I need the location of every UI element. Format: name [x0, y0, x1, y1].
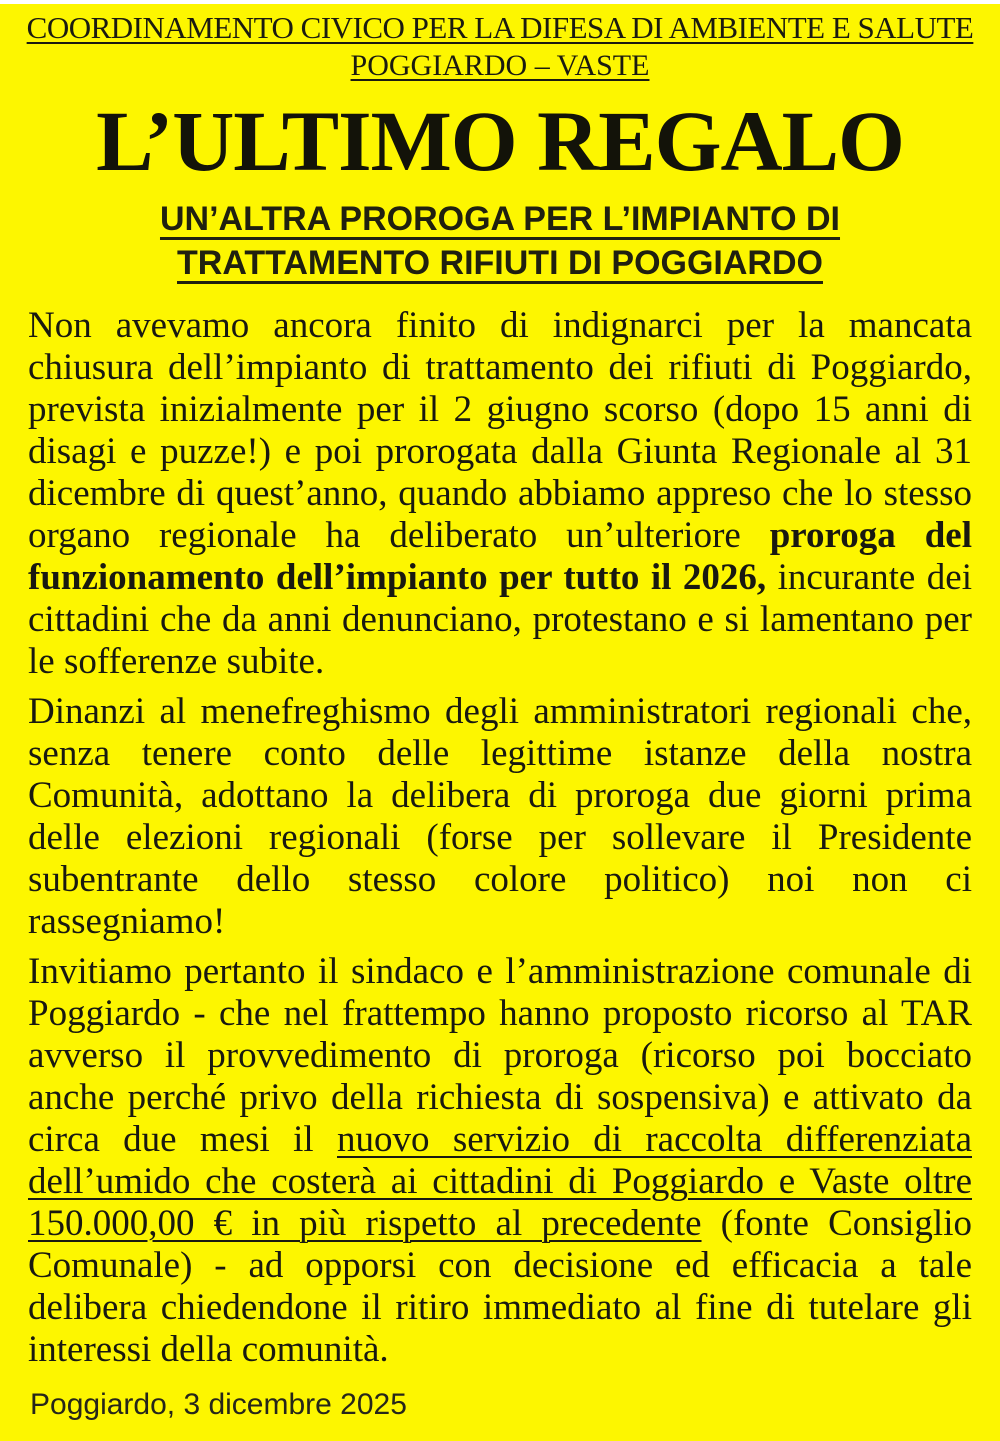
- paragraph-3-text-after: (fonte Consiglio Comunale) - ad opporsi con decisione ed efficacia a tale delibera chiedendone il ritiro immediato al fine di tutelare gli interessi della comunità.: [28, 1203, 972, 1370]
- paragraph-3-underlined-text: nuovo servizio di raccolta differenziata dell’umido che costerà ai cittadini di Poggiardo e Vaste oltre 150.000,00 € in più rispetto al precedente: [28, 1119, 972, 1244]
- organization-name: COORDINAMENTO CIVICO PER LA DIFESA DI AMBIENTE E SALUTE: [26, 10, 974, 45]
- paragraph-1-text: Non avevamo ancora finito di indignarci per la mancata chiusura dell’impianto di trattamento dei rifiuti di Poggiardo, prevista inizialmente per il 2 giugno scorso (dopo 15 anni di disagi e puzze!) e poi prorogata dalla Giunta Regionale al 31 dicembre di quest’anno, quando abbiamo appreso che lo stesso organo regionale ha deliberato un’ulteriore: [28, 305, 972, 556]
- organization-towns: POGGIARDO – VASTE: [350, 49, 650, 82]
- paragraph-1-text-after: incurante dei cittadini che da anni denunciano, protestano e si lamentano per le sofferenze subite.: [28, 557, 972, 682]
- paragraph-3-text: Invitiamo pertanto il sindaco e l’amministrazione comunale di Poggiardo - che nel frattempo hanno proposto ricorso al TAR avverso il provvedimento di proroga (ricorso poi bocciato anche perché privo della richiesta di sospensiva) e attivato da circa due mesi il: [28, 951, 972, 1160]
- organization-header: [0, 10, 1000, 83]
- subtitle-line-1: UN’ALTRA PROROGA PER L’IMPIANTO DI: [159, 200, 841, 238]
- page-title: L’ULTIMO REGALO: [96, 93, 904, 189]
- paragraph-3: [28, 951, 972, 1371]
- dateline: Poggiardo, 3 dicembre 2025: [30, 1388, 407, 1421]
- paragraph-1: [28, 305, 972, 683]
- subtitle: [0, 197, 1000, 285]
- subtitle-line-2: TRATTAMENTO RIFIUTI DI POGGIARDO: [177, 244, 823, 282]
- paragraph-2: Dinanzi al menefreghismo degli amministratori regionali che, senza tenere conto delle legittime istanze della nostra Comunità, adottano la delibera di proroga due giorni prima delle elezioni regionali (forse per sollevare il Presidente subentrante dello stesso colore politico) noi non ci rassegniamo!: [28, 691, 972, 942]
- flyer-poster: [0, 4, 1000, 1441]
- paragraph-1-bold-text: proroga del funzionamento dell’impianto per tutto il 2026,: [28, 515, 972, 598]
- body-text: [28, 305, 972, 1371]
